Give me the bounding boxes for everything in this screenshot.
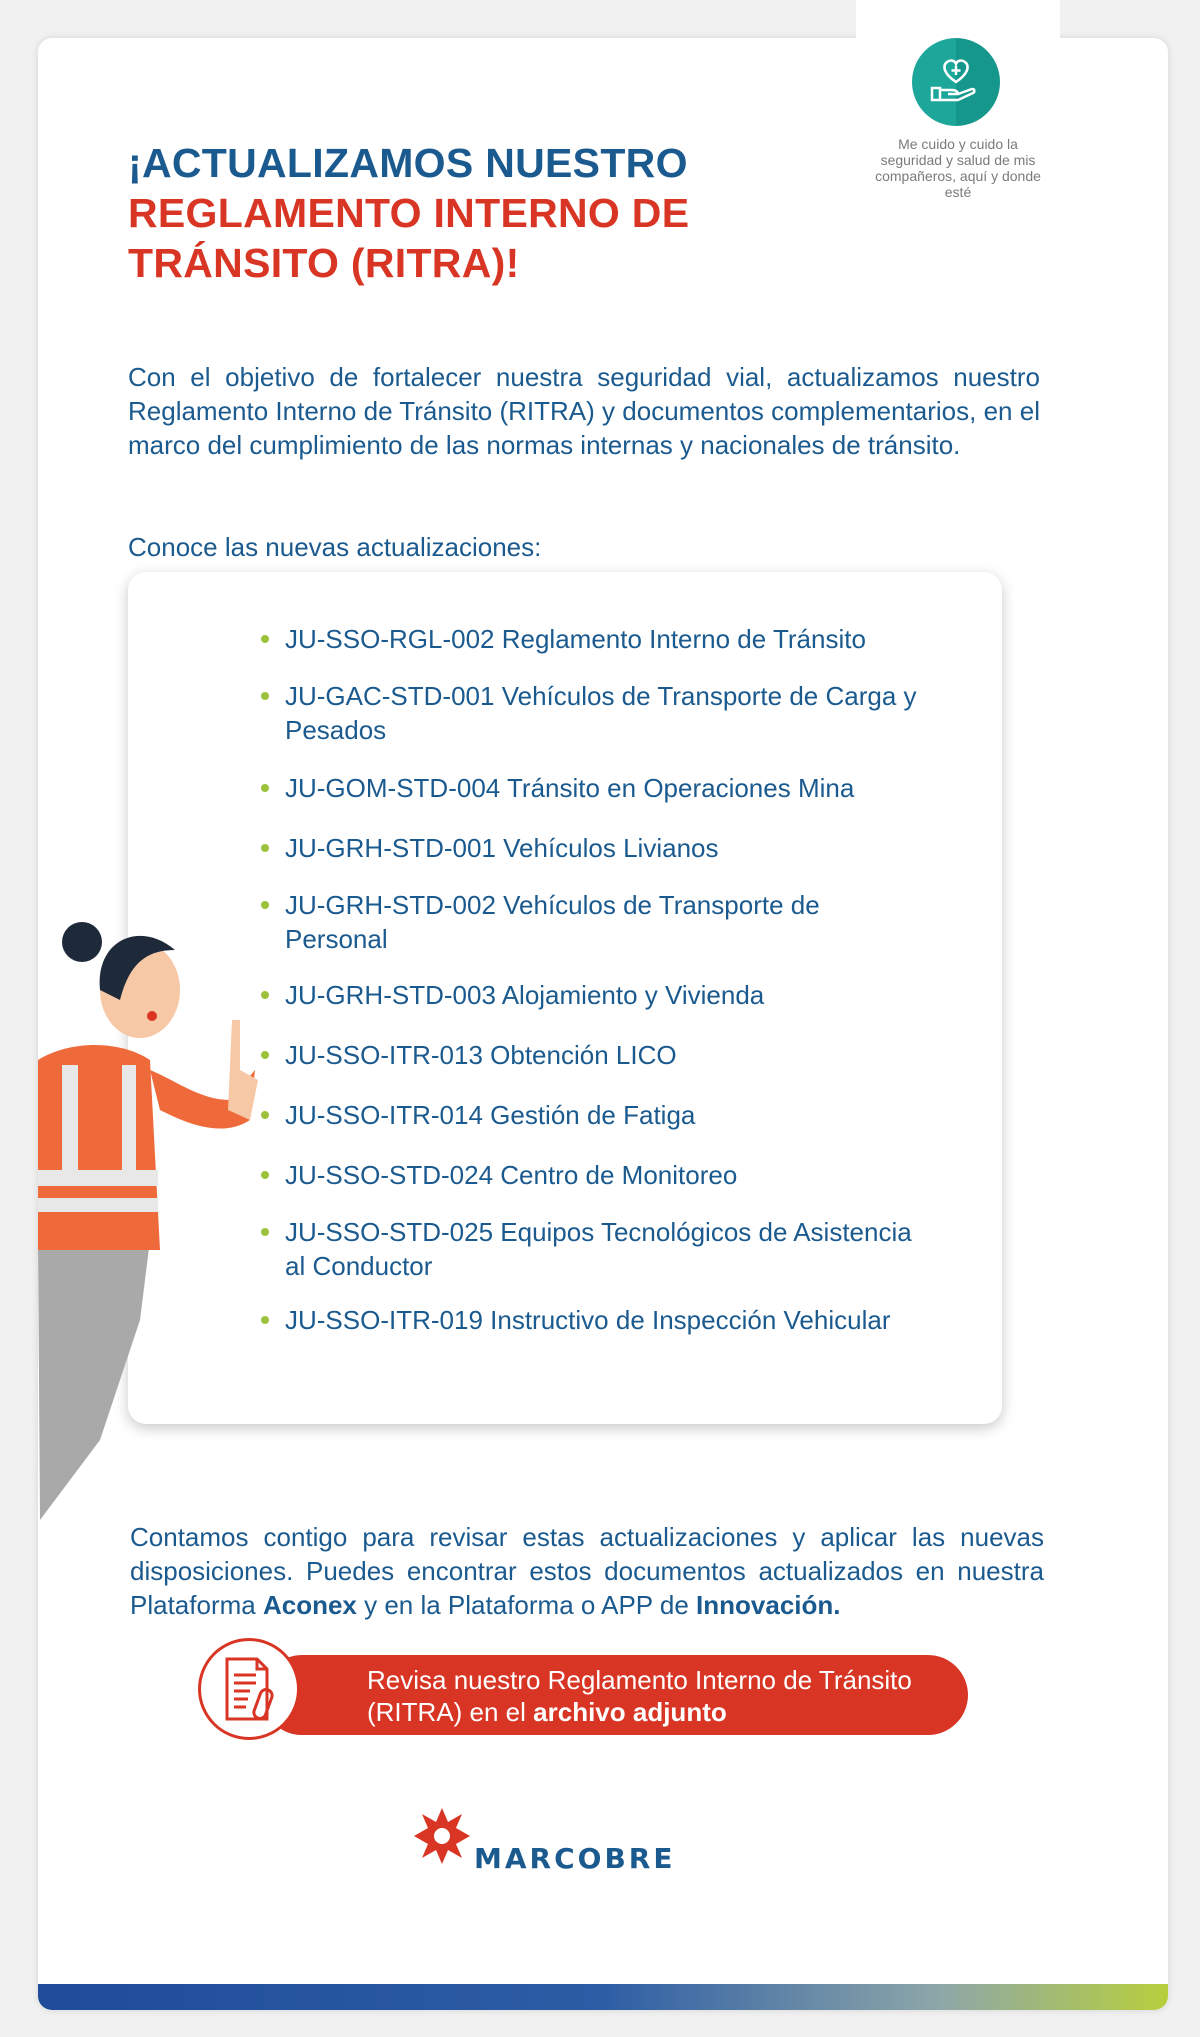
list-item <box>285 771 925 805</box>
lead-text: Conoce las nuevas actualizaciones: <box>128 532 542 562</box>
aconex-link: Aconex <box>262 1590 357 1620</box>
document-title: JU-GRH-STD-003 Alojamiento y Vivienda <box>285 980 765 1010</box>
page-title <box>128 138 689 288</box>
document-title: JU-SSO-STD-025 Equipos Tecnológicos de Asistencia al Conductor <box>285 1217 912 1281</box>
bullet-icon <box>261 784 269 792</box>
closing-text-2: y en la Plataforma o APP de <box>356 1590 697 1620</box>
list-item <box>285 831 925 865</box>
list-item <box>285 1098 925 1132</box>
list-item <box>285 978 925 1012</box>
marcobre-logo-icon <box>412 1806 472 1866</box>
intro-paragraph: Con el objetivo de fortalecer nuestra seguridad vial, actualizamos nuestro Reglamento Interno de Tránsito (RITRA) y documentos complementarios, en el marco del cumplimiento de las normas internas y nacionales de tránsito. <box>128 362 1040 460</box>
document-title: JU-GRH-STD-001 Vehículos Livianos <box>285 833 719 863</box>
cta-text: Revisa nuestro Reglamento Interno de Tránsito (RITRA) en el <box>367 1665 912 1727</box>
innovacion-link: Innovación. <box>696 1590 841 1620</box>
document-title: JU-SSO-ITR-014 Gestión de Fatiga <box>285 1100 696 1130</box>
document-title: JU-SSO-ITR-019 Instructivo de Inspección Vehicular <box>285 1305 891 1335</box>
title-line-3: TRÁNSITO (RITRA)! <box>128 240 520 286</box>
closing-text: Contamos contigo para revisar estas actualizaciones y aplicar las nuevas disposiciones. Puedes encontrar estos documentos actualizados en nuestra Plataforma <box>130 1522 1044 1620</box>
closing-paragraph <box>130 1520 1044 1622</box>
cta-bold-text: archivo adjunto <box>533 1697 727 1727</box>
safety-motto: Me cuido y cuido la seguridad y salud de mis compañeros, aquí y donde esté <box>875 136 1041 200</box>
document-title: JU-GOM-STD-004 Tránsito en Operaciones Mina <box>285 773 855 803</box>
heart-hand-icon <box>912 38 1000 126</box>
attachment-button[interactable] <box>262 1655 968 1735</box>
list-item <box>285 888 925 956</box>
bullet-icon <box>261 692 269 700</box>
list-item <box>285 1215 925 1283</box>
document-title: JU-GAC-STD-001 Vehículos de Transporte de Carga y Pesados <box>285 681 917 745</box>
list-item <box>285 1038 925 1072</box>
list-item <box>285 1158 925 1192</box>
title-line-1: ¡ACTUALIZAMOS NUESTRO <box>128 140 688 186</box>
list-item <box>285 622 925 656</box>
list-item <box>285 1303 925 1337</box>
document-title: JU-SSO-ITR-013 Obtención LICO <box>285 1040 677 1070</box>
woman-pointing-illustration <box>0 880 270 1520</box>
document-title: JU-GRH-STD-002 Vehículos de Transporte de Personal <box>285 890 820 954</box>
document-title: JU-SSO-RGL-002 Reglamento Interno de Tránsito <box>285 624 866 654</box>
document-attachment-icon[interactable] <box>198 1638 300 1740</box>
bottom-gradient-bar <box>38 1984 1168 2010</box>
bullet-icon <box>261 635 269 643</box>
title-line-2: REGLAMENTO INTERNO DE <box>128 190 690 236</box>
document-title: JU-SSO-STD-024 Centro de Monitoreo <box>285 1160 738 1190</box>
list-item <box>285 679 925 747</box>
marcobre-logo: MARCOBRE <box>474 1842 676 1875</box>
bullet-icon <box>261 844 269 852</box>
